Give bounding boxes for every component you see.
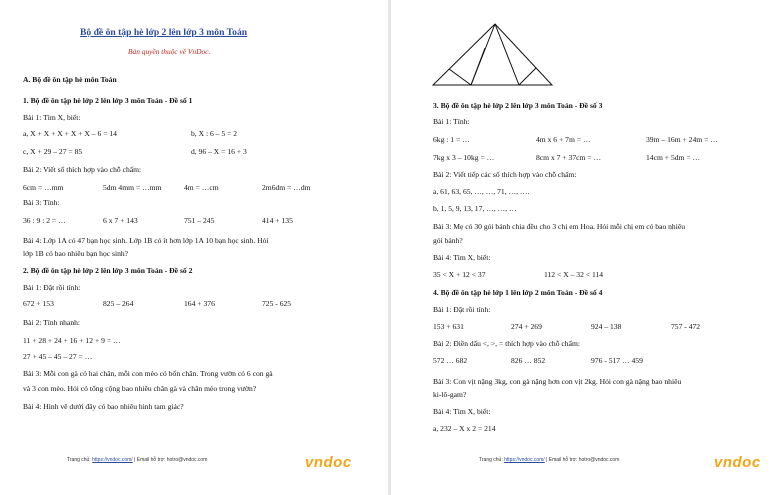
- exam-2-heading: 2. Bộ đề ôn tập hè lớp 2 lên lớp 3 môn Toán - Đề số 2: [23, 266, 193, 275]
- e4-question-3: Bài 3: Con vịt nặng 3kg, con gà nặng hơn con vịt 2kg. Hỏi con gà nặng bao nhiêu: [433, 377, 682, 386]
- e2-question-3: Bài 3: Mỗi con gà có hai chân, mỗi con mèo có bốn chân. Trong vườn có 6 con gà: [23, 369, 273, 378]
- footer-home-link[interactable]: https://vndoc.com/: [92, 457, 133, 463]
- e1-question-3: Bài 3: Tính:: [23, 198, 60, 207]
- e3-question-2: Bài 2: Viết tiếp các số thích hợp vào chỗ chấm:: [433, 170, 577, 179]
- e4-q1-item: 924 – 138: [591, 322, 622, 331]
- triangle-line: [495, 24, 519, 85]
- footer-prefix: Trang chủ:: [67, 457, 93, 463]
- e3-q1-item: 39m – 16m + 24m = …: [646, 135, 718, 144]
- footer-prefix: Trang chủ:: [479, 457, 505, 463]
- e3-q1-item: 6kg : 1 = …: [433, 135, 470, 144]
- e3-q4-a: 35 < X + 12 < 37: [433, 270, 486, 279]
- e1-q1-b: b, X : 6 – 5 = 2: [191, 129, 238, 138]
- page-footer: [479, 457, 619, 463]
- e3-q2-b: b, 1, 5, 9, 13, 17, …, …, …: [433, 204, 517, 213]
- triangle-figure: [431, 18, 561, 88]
- e1-question-4-cont: lớp 1B có bao nhiêu bạn học sinh?: [23, 249, 129, 258]
- e2-q1-item: 164 + 376: [184, 299, 215, 308]
- e3-q1-item: 8cm x 7 + 37cm = …: [536, 153, 602, 162]
- e4-q1-item: 757 - 472: [671, 322, 701, 331]
- e4-q4-a: a, 232 – X x 2 = 214: [433, 424, 496, 433]
- document-page-1: [0, 0, 388, 495]
- e4-question-4: Bài 4: Tìm X, biết:: [433, 407, 491, 416]
- triangle-line: [519, 68, 536, 85]
- exam-4-heading: 4. Bộ đề ôn tập hè lớp 1 lên lớp 2 môn Toán - Đề số 4: [433, 288, 603, 297]
- e3-question-3: Bài 3: Mẹ có 30 gói bánh chia đều cho 3 chị em Hoa. Hỏi mỗi chị em có bao nhiêu: [433, 222, 686, 231]
- e4-q2-item: 826 … 852: [511, 356, 546, 365]
- e2-question-4: Bài 4: Hình vẽ dưới đây có bao nhiêu hình tam giác?: [23, 402, 184, 411]
- e1-question-4: Bài 4: Lớp 1A có 47 bạn học sinh. Lớp 1B có ít hơn lớp 1A 10 bạn học sinh. Hỏi: [23, 236, 269, 245]
- e3-q2-a: a, 61, 63, 65, …, …, 71, …, ….: [433, 187, 530, 196]
- e1-q2-item: 2m6dm = …dm: [262, 183, 311, 192]
- e1-q2-item: 6cm = …mm: [23, 183, 64, 192]
- e2-q1-item: 725 - 625: [262, 299, 292, 308]
- triangle-line: [471, 48, 485, 85]
- e4-question-3-cont: ki-lô-gam?: [433, 390, 467, 399]
- e4-q2-item: 976 - 517 … 459: [591, 356, 643, 365]
- e3-question-1: Bài 1: Tính:: [433, 117, 470, 126]
- document-subtitle: Bản quyền thuộc về VnDoc.: [128, 47, 211, 56]
- section-a-heading: A. Bộ đề ôn tập hè môn Toán: [23, 75, 117, 84]
- vndoc-logo: vndoc: [305, 454, 352, 471]
- e4-question-1: Bài 1: Đặt rồi tính:: [433, 305, 491, 314]
- e2-question-3-cont: và 3 con mèo. Hỏi có tổng cộng bao nhiêu chân gà và chân mèo trong vườn?: [23, 384, 257, 393]
- e1-q1-d: d, 96 – X = 16 + 3: [191, 147, 247, 156]
- footer-email: | Email hỗ trợ: hotro@vndoc.com: [544, 457, 620, 463]
- e3-q1-item: 7kg x 3 – 10kg = …: [433, 153, 495, 162]
- e1-question-2: Bài 2: Viết số thích hợp vào chỗ chấm:: [23, 165, 142, 174]
- e3-q1-item: 4m x 6 + 7m = …: [536, 135, 591, 144]
- document-page-2: [391, 0, 779, 495]
- e1-q1-a: a, X + X + X + X + X – 6 = 14: [23, 129, 117, 138]
- page-footer: [67, 457, 207, 463]
- e2-q2-line: 11 + 28 + 24 + 16 + 12 + 9 = …: [23, 336, 121, 345]
- e3-q1-item: 14cm + 5dm = …: [646, 153, 701, 162]
- e2-q1-item: 825 – 264: [103, 299, 134, 308]
- e1-question-1: Bài 1: Tìm X, biết:: [23, 113, 81, 122]
- e3-q4-b: 112 < X – 32 < 114: [544, 270, 604, 279]
- e2-q1-item: 672 + 153: [23, 299, 54, 308]
- e3-question-4: Bài 4: Tìm X, biết:: [433, 253, 491, 262]
- e1-q3-item: 414 + 135: [262, 216, 293, 225]
- e2-question-2: Bài 2: Tính nhanh:: [23, 318, 81, 327]
- document-title: Bộ đề ôn tập hè lớp 2 lên lớp 3 môn Toán: [80, 27, 248, 38]
- e4-q1-item: 274 + 269: [511, 322, 542, 331]
- triangle-outer: [433, 24, 552, 85]
- e3-question-3-cont: gói bánh?: [433, 236, 463, 245]
- e4-q2-item: 572 … 682: [433, 356, 468, 365]
- footer-home-link[interactable]: https://vndoc.com/: [504, 457, 545, 463]
- e1-q3-item: 36 : 9 : 2 = …: [23, 216, 66, 225]
- e1-q1-c: c, X + 29 – 27 = 85: [23, 147, 83, 156]
- e2-q2-line: 27 + 45 – 45 – 27 = …: [23, 352, 93, 361]
- e1-q3-item: 6 x 7 + 143: [103, 216, 138, 225]
- e1-q2-item: 4m = …cm: [184, 183, 219, 192]
- exam-1-heading: 1. Bộ đề ôn tập hè lớp 2 lên lớp 3 môn Toán - Đề số 1: [23, 96, 193, 105]
- e4-q1-item: 153 + 631: [433, 322, 464, 331]
- e1-q2-item: 5dm 4mm = …mm: [103, 183, 162, 192]
- e4-question-2: Bài 2: Điền dấu <, >, = thích hợp vào chỗ chấm:: [433, 339, 580, 348]
- e1-q3-item: 751 – 245: [184, 216, 215, 225]
- triangle-line: [449, 69, 471, 85]
- footer-email: | Email hỗ trợ: hotro@vndoc.com: [132, 457, 208, 463]
- e2-question-1: Bài 1: Đặt rồi tính:: [23, 283, 81, 292]
- exam-3-heading: 3. Bộ đề ôn tập hè lớp 2 lên lớp 3 môn Toán - Đề số 3: [433, 101, 603, 110]
- vndoc-logo: vndoc: [714, 454, 761, 471]
